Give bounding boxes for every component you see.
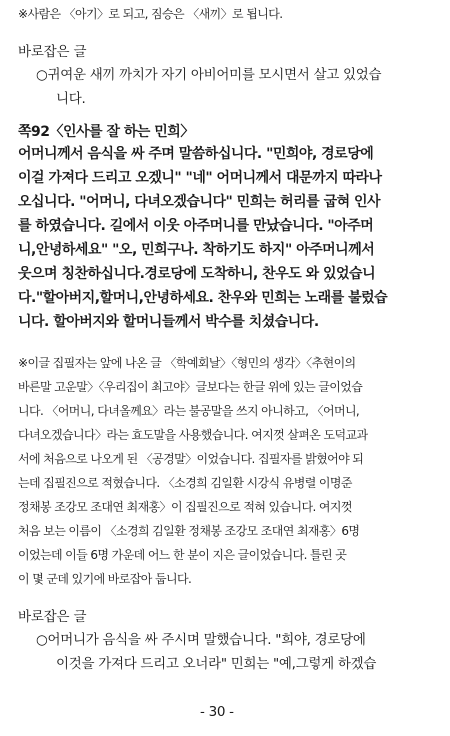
correction-heading: 바로잡은 글 <box>18 609 87 625</box>
note-line: 는데 집필진으로 적혔습니다. 〈소경희 김일환 시강식 유병렬 이명준 <box>18 476 352 490</box>
note-line: 니다. 〈어머니, 다녀올께요〉라는 불공말을 쓰지 아니하고, 〈어머니, <box>18 404 360 418</box>
note-line: 서에 처음으로 나오게 된 〈공경말〉이었습니다. 집필자를 밝혔어야 되 <box>18 452 364 466</box>
body-line: 니다. 할아버지와 할머니들께서 박수를 치셨습니다. <box>18 314 319 330</box>
note-line: 바른말 고운말〉〈우리집이 최고야〉글보다는 한글 위에 있는 글이었습 <box>18 380 363 394</box>
correction-heading: 바로잡은 글 <box>18 44 87 60</box>
note-line: 다녀오겠습니다〉라는 효도말을 사용했습니다. 여지껏 살펴온 도덕교과 <box>18 428 368 442</box>
body-line: 를 하였습니다. 길에서 이웃 아주머니를 만났습니다. "아주머 <box>18 218 374 234</box>
top-note: ※사람은 〈아기〉로 되고, 짐승은 〈새끼〉로 됩니다. <box>18 7 283 21</box>
correction-line: ○어머니가 음식을 싸 주시며 말했습니다. "희야, 경로당에 <box>36 632 366 648</box>
section-title: 쪽92〈인사를 잘 하는 민희〉 <box>18 124 194 140</box>
body-line: 웃으며 칭찬하십니다.경로당에 도착하니, 찬우도 와 있었습니 <box>18 266 376 282</box>
body-line: 어머니께서 음식을 싸 주며 말씀하십니다. "민희야, 경로당에 <box>18 146 374 162</box>
note-line: ※이글 집필자는 앞에 나온 글 〈학예회날〉〈형민의 생각〉〈추현이의 <box>18 356 356 370</box>
body-line: 이걸 가져다 드리고 오겠니" "네" 어머니께서 대문까지 따라나 <box>18 170 382 186</box>
note-line: 이 몇 군데 있기에 바로잡아 둡니다. <box>18 572 192 586</box>
page-number: - 30 - <box>200 704 234 720</box>
correction-line: 니다. <box>56 91 86 107</box>
note-line: 이었는데 이들 6명 가운데 어느 한 분이 지은 글이었습니다. 틀린 곳 <box>18 548 347 562</box>
correction-line: 이것을 가져다 드리고 오너라" 민희는 "예,그렇게 하겠습 <box>56 656 377 672</box>
body-line: 오십니다. "어머니, 다녀오겠습니다" 민희는 허리를 굽혀 인사 <box>18 194 381 210</box>
note-line: 처음 보는 이름이 〈소경희 김일환 정채봉 조강모 조대연 최재홍〉6명 <box>18 524 360 538</box>
body-line: 니,안녕하세요" "오, 민희구나. 착하기도 하지" 아주머니께서 <box>18 242 375 258</box>
correction-line: ○귀여운 새끼 까치가 자기 아비어미를 모시면서 살고 있었습 <box>36 67 382 83</box>
body-line: 다."할아버지,할머니,안녕하세요. 찬우와 민희는 노래를 불렀습 <box>18 290 388 306</box>
note-line: 정채봉 조강모 조대연 최재홍〉이 집필진으로 적혀 있습니다. 여지껏 <box>18 500 352 514</box>
